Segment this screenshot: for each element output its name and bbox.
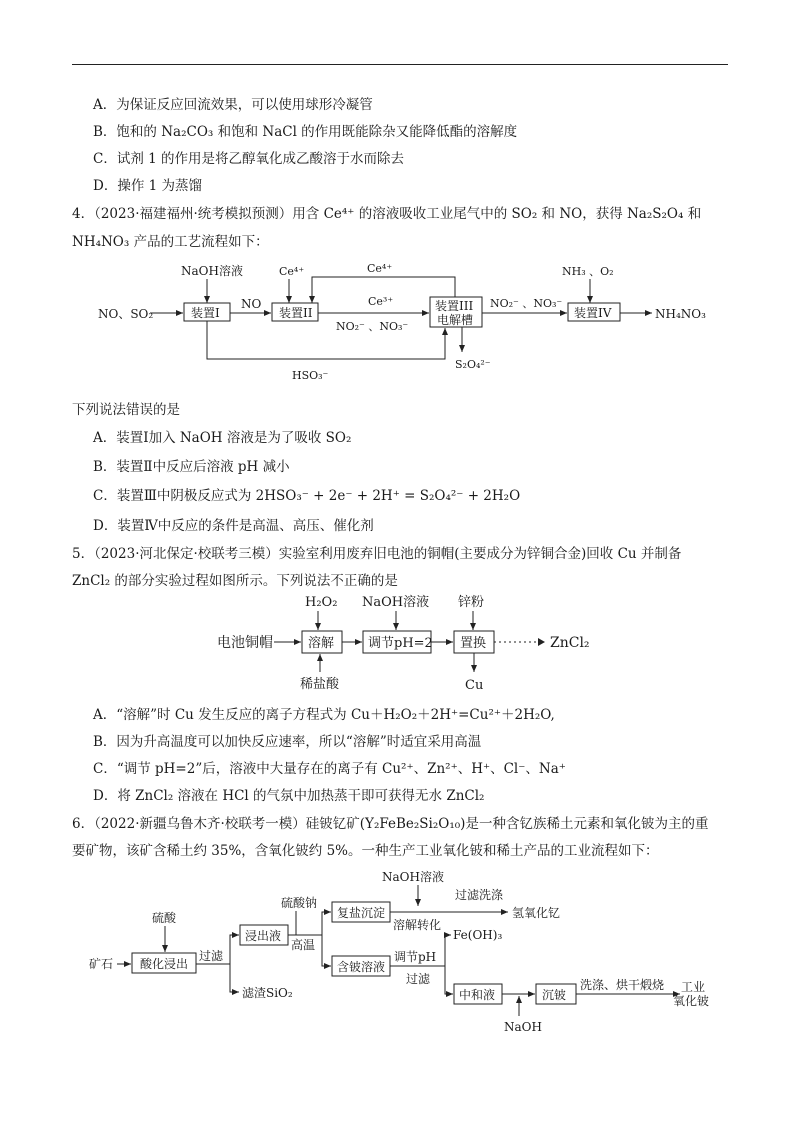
q4-nh3o2-label: NH₃ 、O₂ bbox=[562, 265, 614, 278]
q4-s2o4-label: S₂O₄²⁻ bbox=[455, 358, 491, 371]
q4-no2no3-mid-label: NO₂⁻ 、NO₃⁻ bbox=[336, 320, 409, 333]
q6-box-be-solution-label: 含铍溶液 bbox=[337, 960, 386, 974]
q4-naoh-label: NaOH溶液 bbox=[181, 264, 243, 278]
q5-box-dissolve-label: 溶解 bbox=[308, 636, 335, 651]
q6-adjust-label: 调节pH bbox=[394, 950, 437, 964]
q6-box-be-precip-label: 沉铍 bbox=[542, 988, 567, 1002]
q4-no-label: NO bbox=[241, 297, 262, 311]
q6-feoh-label: Fe(OH)₃ bbox=[453, 928, 503, 942]
q6-wash-label: 过滤洗涤 bbox=[455, 888, 504, 902]
q6-filter1-label: 过滤 bbox=[199, 949, 224, 963]
q4-box-device2-label: 装置II bbox=[279, 306, 313, 320]
q5-h2o2-label: H₂O₂ bbox=[305, 595, 338, 610]
q4-output-label: NH₄NO₃ bbox=[655, 307, 706, 321]
q4-ce4-small-label: Ce⁴⁺ bbox=[279, 265, 305, 278]
q4-flow-diagram bbox=[0, 255, 800, 395]
q5-zinc-label: 锌粉 bbox=[458, 595, 485, 610]
q6-naoh-bottom-label: NaOH bbox=[504, 1020, 542, 1034]
q5-naoh-label: NaOH溶液 bbox=[362, 595, 430, 610]
q6-naoh-top-label: NaOH溶液 bbox=[382, 870, 444, 884]
q6-stem-line1: 6．（2022·新疆乌鲁木齐·校联考一模）硅铍钇矿(Y₂FeBe₂Si₂O₁₀)是一种含钇族稀土元素和氧化铍为主的重 bbox=[72, 816, 709, 832]
q6-product-line2: 氧化铍 bbox=[673, 994, 710, 1008]
q4-option-c: C．装置Ⅲ中阴极反应式为 2HSO₃⁻ + 2e⁻ + 2H⁺ = S₂O₄²⁻ + 2H₂O bbox=[93, 488, 521, 504]
q4-box-device3-line1: 装置III bbox=[435, 299, 474, 313]
q6-ore-label: 矿石 bbox=[89, 957, 114, 971]
q6-hightemp-label: 高温 bbox=[291, 938, 316, 952]
q5-flow-diagram bbox=[0, 590, 800, 700]
q3-option-b: B．饱和的 Na₂CO₃ 和饱和 NaCl 的作用既能除杂又能降低酯的溶解度 bbox=[93, 124, 518, 140]
q4-option-b: B．装置Ⅱ中反应后溶液 pH 减小 bbox=[93, 459, 290, 475]
q4-ce4-top-label: Ce⁴⁺ bbox=[367, 262, 393, 275]
q3-option-d: D．操作 1 为蒸馏 bbox=[93, 178, 202, 194]
q6-box-neutral-label: 中和液 bbox=[459, 988, 496, 1002]
q4-option-a: A．装置Ⅰ加入 NaOH 溶液是为了吸收 SO₂ bbox=[93, 430, 352, 446]
q6-stem-line2: 要矿物，该矿含稀土约 35%，含氧化铍约 5%。一种生产工业氧化铍和稀土产品的工业流程如下： bbox=[72, 843, 659, 859]
q5-end-label: ZnCl₂ bbox=[550, 635, 590, 651]
q4-stem-line2: NH₄NO₃ 产品的工艺流程如下： bbox=[72, 234, 269, 250]
q3-option-a: A．为保证反应回流效果，可以使用球形冷凝管 bbox=[93, 97, 373, 113]
q6-sulfuric-label: 硫酸 bbox=[152, 911, 177, 925]
q5-acid-label: 稀盐酸 bbox=[300, 677, 340, 692]
q4-no2no3-right-label: NO₂⁻ 、NO₃⁻ bbox=[490, 297, 563, 310]
q5-stem-line2: ZnCl₂ 的部分实验过程如图所示。下列说法不正确的是 bbox=[72, 573, 398, 589]
q5-option-a: A．“溶解”时 Cu 发生反应的离子方程式为 Cu＋H₂O₂＋2H⁺=Cu²⁺＋2H₂O, bbox=[93, 707, 555, 723]
q5-option-c: C．“调节 pH=2”后，溶液中大量存在的离子有 Cu²⁺、Zn²⁺、H⁺、Cl⁻、Na⁺ bbox=[93, 761, 566, 777]
q6-residue-label: 滤渣SiO₂ bbox=[242, 986, 293, 1000]
q6-product-line1: 工业 bbox=[681, 980, 706, 994]
top-rule bbox=[72, 64, 728, 65]
q6-wash-dry-label: 洗涤、烘干煅烧 bbox=[580, 978, 665, 992]
q4-ce3-label: Ce³⁺ bbox=[368, 295, 394, 308]
q6-box-double-salt-label: 复盐沉淀 bbox=[337, 906, 386, 920]
q5-box-adjust-ph-label: 调节pH=2 bbox=[368, 636, 433, 651]
q6-flow-diagram bbox=[0, 862, 800, 1072]
q4-input-label: NO、SO₂ bbox=[98, 307, 154, 321]
q5-start-label: 电池铜帽 bbox=[217, 635, 273, 651]
q6-dissolve-label: 溶解转化 bbox=[393, 918, 442, 932]
q6-box-acid-leach-label: 酸化浸出 bbox=[140, 957, 189, 971]
q6-yoh-label: 氢氧化钇 bbox=[512, 906, 561, 920]
q5-stem-line1: 5．（2023·河北保定·校联考三模）实验室利用废弃旧电池的铜帽(主要成分为锌铜合金)回收 Cu 并制备 bbox=[72, 546, 682, 562]
q5-option-d: D．将 ZnCl₂ 溶液在 HCl 的气氛中加热蒸干即可获得无水 ZnCl₂ bbox=[93, 788, 485, 804]
q6-filter2-label: 过滤 bbox=[406, 972, 431, 986]
q5-option-b: B．因为升高温度可以加快反应速率，所以“溶解”时适宜采用高温 bbox=[93, 734, 482, 750]
q4-box-device1-label: 装置I bbox=[191, 306, 220, 320]
q5-box-replace-label: 置换 bbox=[460, 636, 487, 651]
q5-cu-label: Cu bbox=[465, 678, 484, 693]
q6-na2so4-label: 硫酸钠 bbox=[281, 896, 318, 910]
q6-box-leachate-label: 浸出液 bbox=[245, 929, 282, 943]
q4-box-device4-label: 装置IV bbox=[574, 306, 612, 320]
q4-prompt: 下列说法错误的是 bbox=[72, 402, 180, 418]
q4-box-device3-line2: 电解槽 bbox=[437, 313, 474, 327]
q4-option-d: D．装置Ⅳ中反应的条件是高温、高压、催化剂 bbox=[93, 518, 374, 534]
q4-hso3-label: HSO₃⁻ bbox=[292, 369, 329, 382]
q3-option-c: C．试剂 1 的作用是将乙醇氧化成乙酸溶于水而除去 bbox=[93, 151, 405, 167]
q4-stem-line1: 4．（2023·福建福州·统考模拟预测）用含 Ce⁴⁺ 的溶液吸收工业尾气中的 SO₂ 和 NO，获得 Na₂S₂O₄ 和 bbox=[72, 206, 702, 222]
